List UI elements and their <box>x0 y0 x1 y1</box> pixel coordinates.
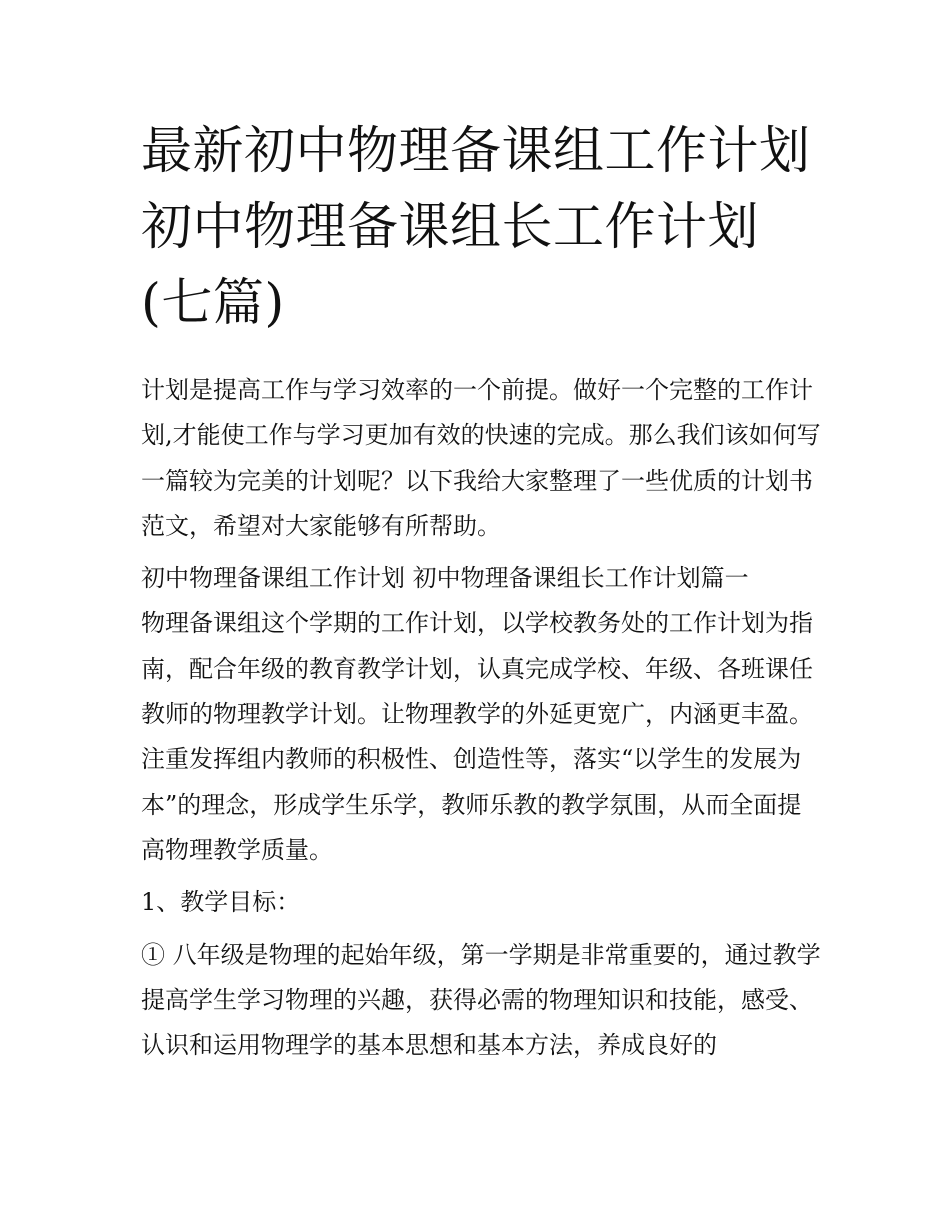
goal-heading: 1、教学目标： <box>141 888 301 917</box>
document-content <box>141 114 821 1075</box>
document-title: 最新初中物理备课组工作计划 初中物理备课组长工作计划(七篇) <box>141 122 811 333</box>
intro-paragraph: 计划是提高工作与学习效率的一个前提。做好一个完整的工作计划,才能使工作与学习更加有效的快速的完成。那么我们该如何写一篇较为完美的计划呢？以下我给大家整理了一些优质的计划书范文，希望对大家能够有所帮助。 <box>141 376 821 540</box>
section-heading: 初中物理备课组工作计划 初中物理备课组长工作计划篇一 <box>141 564 749 593</box>
body-paragraph: 物理备课组这个学期的工作计划，以学校教务处的工作计划为指南，配合年级的教育教学计划，认真完成学校、年级、各班课任教师的物理教学计划。让物理教学的外延更宽广，内涵更丰盈。注重发挥组内教师的积极性、创造性等，落实“以学生的发展为本”的理念，形成学生乐学，教师乐教的教学氛围，从而全面提高物理教学质量。 <box>141 609 813 864</box>
goal-item-1: ① 八年级是物理的起始年级，第一学期是非常重要的，通过教学提高学生学习物理的兴趣，获得必需的物理知识和技能，感受、认识和运用物理学的基本思想和基本方法，养成良好的 <box>141 940 821 1060</box>
